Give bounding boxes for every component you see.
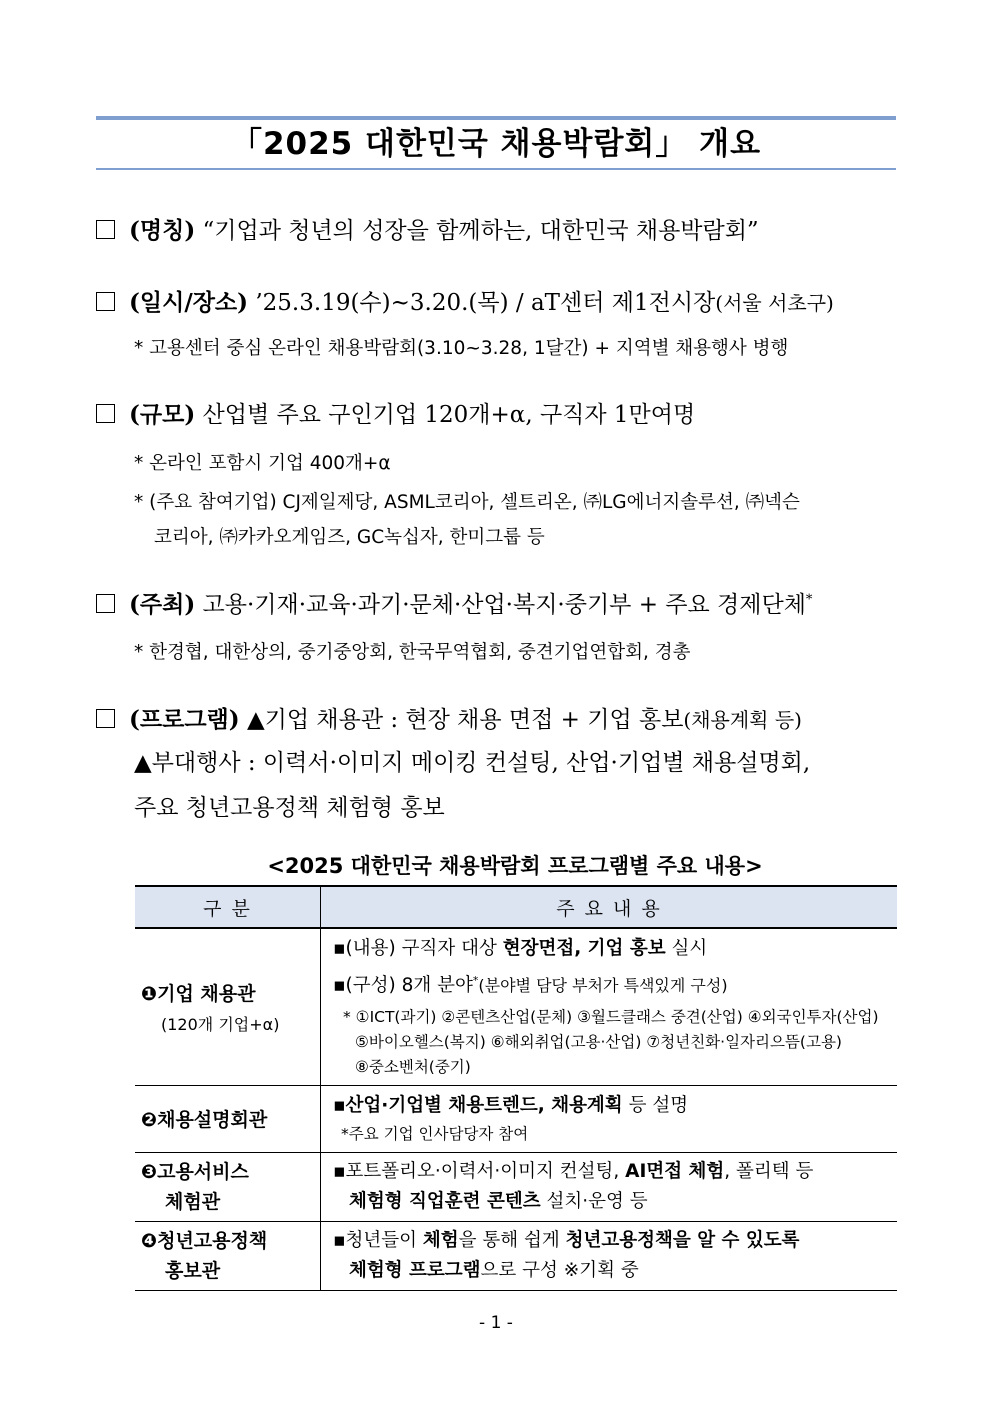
footnote-mark: * xyxy=(472,974,479,988)
category-label: ❸고용서비스 xyxy=(141,1160,249,1183)
text-bold: 체험형 프로그램 xyxy=(349,1259,481,1281)
text: 실시 xyxy=(665,938,708,960)
section-text-small: (서울 서초구) xyxy=(715,291,834,315)
text-bold: 청년고용정책을 알 수 있도록 xyxy=(565,1229,800,1251)
table-cell-content xyxy=(321,1085,898,1152)
content-line xyxy=(333,933,897,965)
section-date xyxy=(96,284,834,317)
section-head: (일시/장소) xyxy=(129,289,249,316)
section-scale xyxy=(96,396,695,429)
table-cell-content xyxy=(321,928,898,1085)
text: 등 설명 xyxy=(622,1095,689,1116)
section-host xyxy=(96,586,812,619)
table-cell-content xyxy=(321,1152,898,1221)
text: ▪청년들이 xyxy=(333,1229,423,1251)
program-table xyxy=(135,885,897,1291)
page-title-box xyxy=(96,116,896,170)
section-head: (프로그램) xyxy=(129,706,240,733)
program-line-2: ▲부대행사 : 이력서·이미지 메이킹 컨설팅, 산업·기업별 채용설명회, xyxy=(134,750,811,776)
scale-note-2b: 코리아, ㈜카카오게임즈, GC녹십자, 한미그룹 등 xyxy=(154,527,545,548)
section-text: 고용·기재·교육·과기·문체·산업·복지·중기부 + 주요 경제단체 xyxy=(202,592,806,618)
table-header: 구 분 xyxy=(135,886,321,928)
content-line xyxy=(333,965,897,1002)
text: , 폴리텍 등 xyxy=(724,1160,814,1182)
table-row xyxy=(135,928,897,1085)
table-caption: <2025 대한민국 채용박람회 프로그램별 주요 내용> xyxy=(267,854,763,878)
content-line xyxy=(333,1256,897,1286)
checkbox-icon xyxy=(96,220,115,239)
table-header-row xyxy=(135,886,897,928)
content-line xyxy=(333,1226,897,1256)
section-head: (명칭) xyxy=(129,217,196,244)
content-note: *주요 기업 인사담당자 참여 xyxy=(341,1125,529,1143)
category-label: 홍보관 xyxy=(165,1259,221,1282)
text: ▪(내용) 구직자 대상 xyxy=(333,938,503,960)
scale-note-1: * 온라인 포함시 기업 400개+α xyxy=(134,453,391,474)
category-label: ❶기업 채용관 xyxy=(141,982,256,1005)
text: 으로 구성 ※기획 중 xyxy=(480,1259,639,1281)
content-note: * ①ICT(과기) ②콘텐츠산업(문체) ③월드클래스 중견(산업) ④외국인투자(산업) xyxy=(343,1008,879,1027)
section-head: (주최) xyxy=(129,591,196,618)
table-header: 주 요 내 용 xyxy=(321,886,898,928)
content-line xyxy=(333,1157,897,1187)
table-row xyxy=(135,1152,897,1221)
table-cell-category xyxy=(135,1221,321,1290)
scale-note-2a: * (주요 참여기업) CJ제일제당, ASML코리아, 셀트리온, ㈜LG에너지솔루션, ㈜넥슨 xyxy=(134,492,800,513)
date-note: * 고용센터 중심 온라인 채용박람회(3.10~3.28, 1달간) + 지역별 채용행사 병행 xyxy=(134,338,789,359)
category-label: 체험관 xyxy=(165,1190,221,1213)
text-bold: 현장면접, 기업 홍보 xyxy=(502,938,666,960)
checkbox-icon xyxy=(96,404,115,423)
category-label: ❹청년고용정책 xyxy=(141,1229,268,1252)
section-head: (규모) xyxy=(129,401,196,428)
checkbox-icon xyxy=(96,594,115,613)
section-name xyxy=(96,212,759,245)
section-text-small: (채용계획 등) xyxy=(683,708,802,732)
table-cell-content xyxy=(321,1221,898,1290)
table-cell-category xyxy=(135,1152,321,1221)
table-cell-category xyxy=(135,928,321,1085)
text-bold: 산업·기업별 채용트렌드, 채용계획 xyxy=(345,1095,623,1116)
table-cell-category xyxy=(135,1085,321,1152)
section-program xyxy=(96,701,802,734)
text: ▪ xyxy=(333,1095,346,1116)
table-row xyxy=(135,1221,897,1290)
text-bold: 체험 xyxy=(422,1229,459,1251)
content-note: ⑧중소벤처(중기) xyxy=(355,1058,471,1077)
section-text: ’25.3.19(수)~3.20.(목) / aT센터 제1전시장 xyxy=(255,290,716,316)
page-title: 「2025 대한민국 채용박람회」 개요 xyxy=(230,126,762,162)
text: ▪(구성) 8개 분야 xyxy=(333,975,473,997)
checkbox-icon xyxy=(96,292,115,311)
checkbox-icon xyxy=(96,709,115,728)
category-sub: (120개 기업+α) xyxy=(161,1014,280,1034)
text: 설치·운영 등 xyxy=(540,1190,648,1212)
table-row xyxy=(135,1085,897,1152)
text-bold: AI면접 체험 xyxy=(625,1160,725,1182)
section-text: 산업별 주요 구인기업 120개+α, 구직자 1만여명 xyxy=(202,402,696,428)
content-line xyxy=(333,1187,897,1217)
content-line xyxy=(333,1090,897,1122)
page-number: - 1 - xyxy=(479,1313,513,1333)
content-note: ⑤바이오헬스(복지) ⑥해외취업(고용·산업) ⑦청년친화·일자리으뜸(고용) xyxy=(355,1033,842,1052)
category-label: ❷채용설명회관 xyxy=(141,1109,268,1131)
program-line-3: 주요 청년고용정책 체험형 홍보 xyxy=(134,795,445,821)
text: ▪포트폴리오·이력서·이미지 컨설팅, xyxy=(333,1160,626,1182)
footnote-mark: * xyxy=(805,592,813,608)
section-text: ▲기업 채용관 : 현장 채용 면접 + 기업 홍보 xyxy=(246,707,684,733)
text-bold: 체험형 직업훈련 콘텐츠 xyxy=(349,1190,541,1212)
section-text: “기업과 청년의 성장을 함께하는, 대한민국 채용박람회” xyxy=(202,218,759,244)
text-small: (분야별 담당 부처가 특색있게 구성) xyxy=(478,976,728,996)
host-note: * 한경협, 대한상의, 중기중앙회, 한국무역협회, 중견기업연합회, 경총 xyxy=(134,642,691,663)
text: 을 통해 쉽게 xyxy=(458,1229,566,1251)
